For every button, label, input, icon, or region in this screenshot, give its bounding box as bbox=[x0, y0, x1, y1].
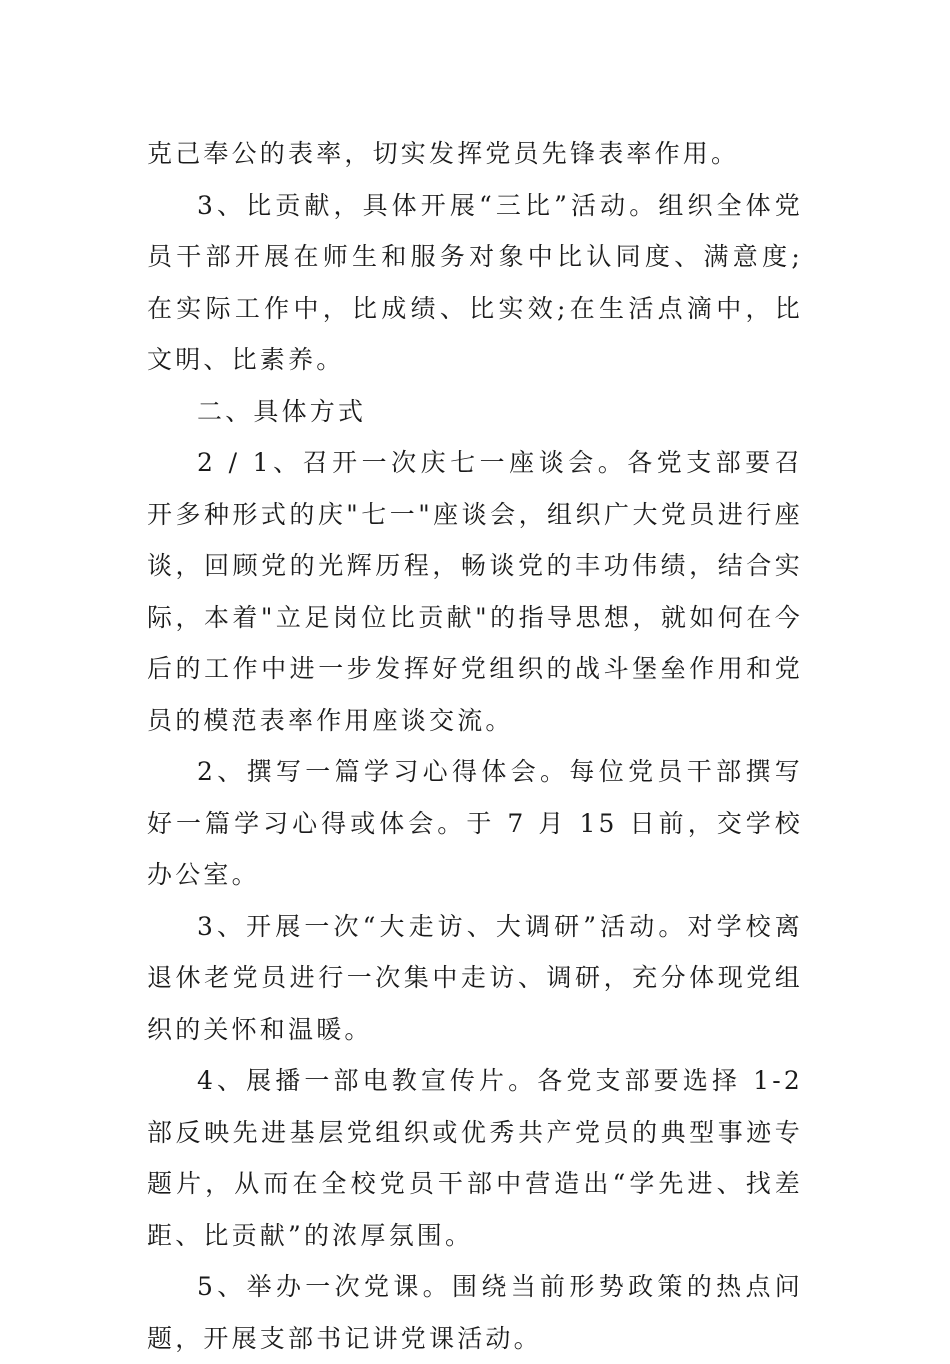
paragraph-promo-film: 4、展播一部电教宣传片。各党支部要选择 1-2 部反映先进基层党组织或优秀共产党员的典型事迹专题片，从而在全校党员干部中营造出“学先进、找差距、比贡献”的浓厚氛围。 bbox=[147, 1066, 803, 1250]
paragraph-visit-research: 3、开展一次“大走访、大调研”活动。对学校离退休老党员进行一次集中走访、调研，充分体现党组织的关怀和温暖。 bbox=[147, 911, 803, 1044]
paragraph-compare-contribution: 3、比贡献，具体开展“三比”活动。组织全体党员干部开展在师生和服务对象中比认同度、满意度;在实际工作中，比成绩、比实效;在生活点滴中，比文明、比素养。 bbox=[147, 190, 803, 374]
paragraph-party-lecture: 5、举办一次党课。围绕当前形势政策的热点问题，开展支部书记讲党课活动。 bbox=[147, 1272, 803, 1353]
paragraph-symposium: 2 / 1、召开一次庆七一座谈会。各党支部要召开多种形式的庆"七一"座谈会，组织广大党员进行座谈，回顾党的光辉历程，畅谈党的丰功伟绩，结合实际，本着"立足岗位比贡献"的指导思想，就如何在今后的工作中进一步发挥好党组织的战斗堡垒作用和党员的模范表率作用座谈交流。 bbox=[147, 448, 803, 735]
paragraph-continuation: 克己奉公的表率，切实发挥党员先锋表率作用。 bbox=[147, 139, 740, 168]
section-heading-methods: 二、具体方式 bbox=[197, 396, 367, 426]
paragraph-study-notes: 2、撰写一篇学习心得体会。每位党员干部撰写好一篇学习心得或体会。于 7 月 15 日前，交学校办公室。 bbox=[147, 757, 803, 889]
document-body bbox=[147, 128, 803, 1364]
